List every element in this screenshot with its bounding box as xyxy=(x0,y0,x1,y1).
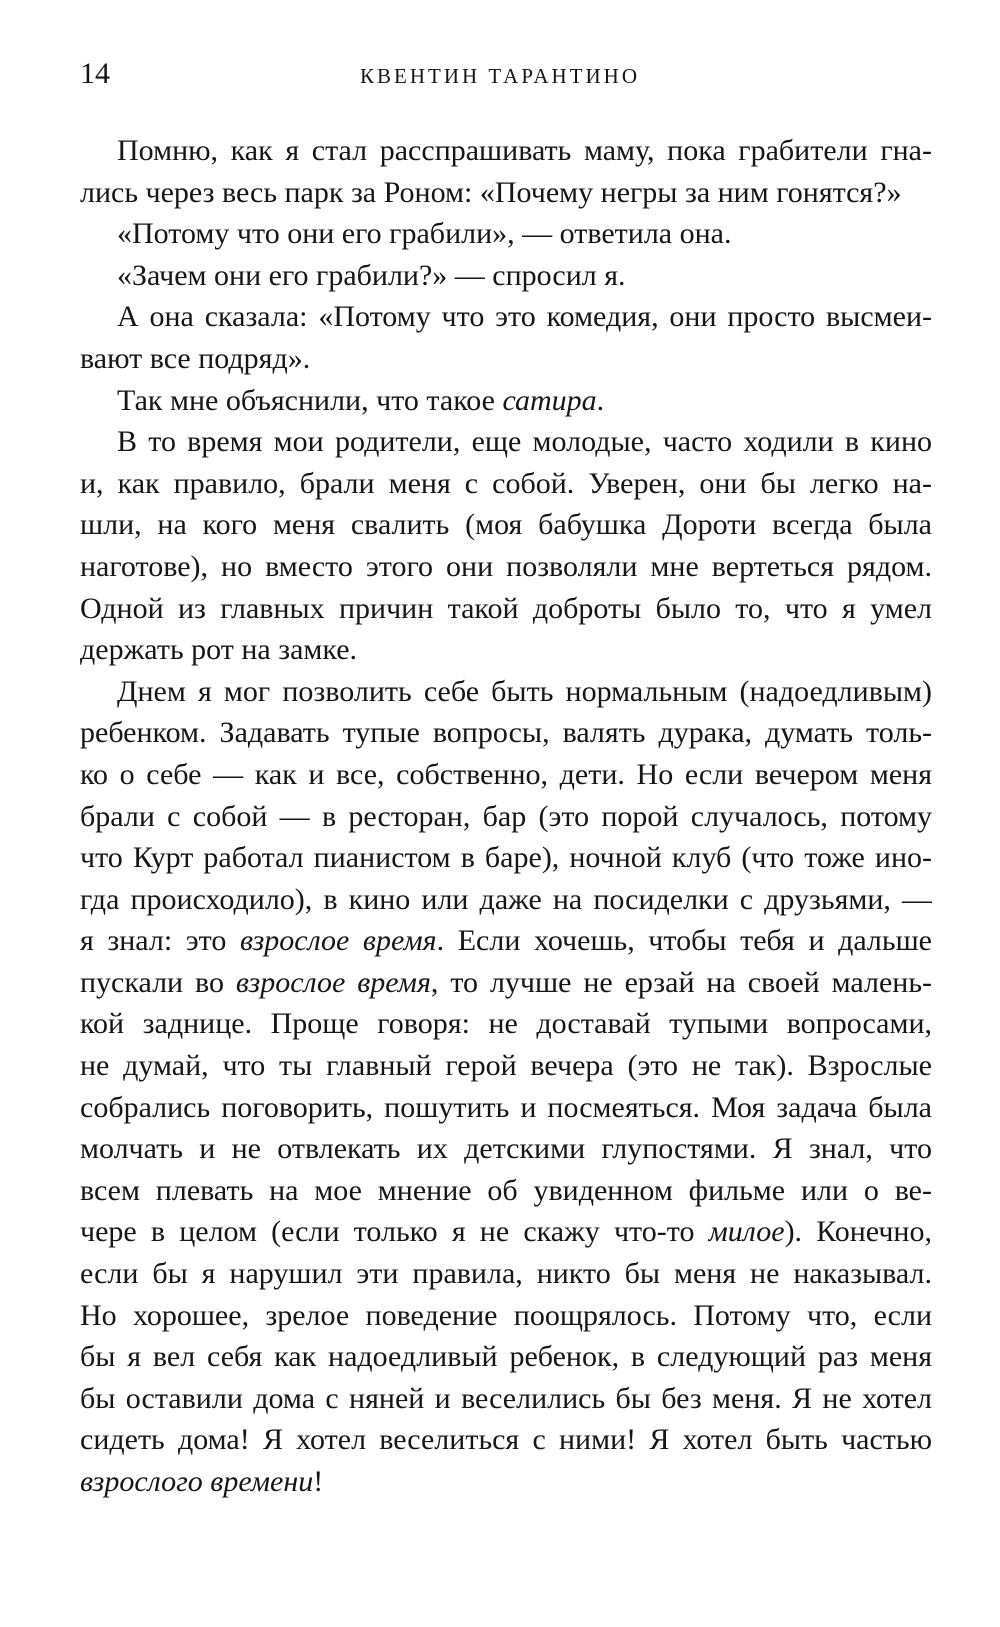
emphasis: сатира xyxy=(502,383,597,417)
text-run: Но хорошее, зрелое поведение поощрялось. Потому что, если xyxy=(80,1298,932,1332)
text-run: молчать и не отвлекать их детскими глупостями. Я знал, что xyxy=(80,1132,932,1166)
text-run: кой заднице. Проще говоря: не доставай тупыми вопросами, xyxy=(80,1007,932,1041)
text-run: вают все подряд». xyxy=(80,341,311,375)
running-head: КВЕНТИН ТАРАНТИНО xyxy=(359,64,640,88)
text-run: если бы я нарушил эти правила, никто бы меня не наказывал. xyxy=(80,1257,932,1291)
text-line xyxy=(80,421,932,463)
text-run: Помню, как я стал расспрашивать маму, пока грабители гна- xyxy=(117,134,932,167)
text-run: шли, на кого меня свалить (моя бабушка Дороти всегда была xyxy=(80,508,932,542)
text-run: собрались поговорить, пошутить и посмеяться. Моя задача была xyxy=(80,1090,932,1124)
text-line xyxy=(80,962,932,1004)
text-run: я знал: это xyxy=(80,924,240,958)
text-run: Одной из главных причин такой доброты было то, что я умел xyxy=(80,591,932,625)
text-line xyxy=(80,588,932,630)
text-line xyxy=(80,1295,932,1337)
paragraph xyxy=(80,255,932,297)
text-line xyxy=(80,338,932,380)
text-run: всем плевать на мое мнение об увиденном фильме или о ве- xyxy=(80,1173,932,1207)
text-run: Так мне объяснили, что такое xyxy=(117,383,503,417)
text-line xyxy=(80,920,932,962)
text-line xyxy=(80,1170,932,1212)
text-run: А она сказала: «Потому что это комедия, они просто высмеи- xyxy=(117,300,932,334)
text-run: сидеть дома! Я хотел веселиться с ними! Я хотел быть частью xyxy=(80,1423,932,1457)
text-line xyxy=(80,1211,932,1253)
text-run: . xyxy=(596,383,605,417)
text-run: гда происходило), в кино или даже на посиделки с друзьями, — xyxy=(80,882,932,916)
text-line xyxy=(80,1336,932,1378)
text-line xyxy=(80,172,932,214)
text-line xyxy=(80,1253,932,1295)
text-line xyxy=(80,837,932,879)
paragraph xyxy=(80,213,932,255)
text-line xyxy=(80,796,932,838)
text-line xyxy=(80,712,932,754)
text-run: В то время мои родители, еще молодые, часто ходили в кино xyxy=(117,425,932,459)
text-run: ! xyxy=(313,1465,324,1498)
text-run: держать рот на замке. xyxy=(80,633,358,667)
text-line xyxy=(80,671,932,713)
paragraph xyxy=(80,130,932,213)
text-line xyxy=(80,1128,932,1170)
text-line xyxy=(80,213,932,255)
emphasis: взрослое время xyxy=(235,965,431,999)
text-line xyxy=(80,255,932,297)
text-line xyxy=(80,1461,932,1503)
text-run: . Если хочешь, чтобы тебя и дальше xyxy=(436,924,932,958)
text-run: бы оставили дома с няней и веселились бы без меня. Я не хотел xyxy=(80,1381,932,1415)
text-line xyxy=(80,380,932,422)
text-run: и, как правило, брали меня с собой. Уверен, они бы легко на- xyxy=(80,466,932,500)
text-run: «Потому что они его грабили», — ответила она. xyxy=(117,217,732,251)
text-run: Днем я мог позволить себе быть нормальным (надоедливым) xyxy=(117,674,932,708)
text-line xyxy=(80,1045,932,1087)
text-run: что Курт работал пианистом в баре), ночной клуб (что тоже ино- xyxy=(80,841,932,875)
text-run: лись через весь парк за Роном: «Почему негры за ним гонятся?» xyxy=(80,175,902,209)
page-number: 14 xyxy=(80,57,110,90)
text-line xyxy=(80,463,932,505)
text-run: , то лучше не ерзай на своей малень- xyxy=(430,965,932,999)
text-run: «Зачем они его грабили?» — спросил я. xyxy=(117,258,626,292)
emphasis: милое xyxy=(708,1215,785,1249)
emphasis: взрослое время xyxy=(239,924,437,958)
text-line xyxy=(80,130,932,172)
text-line xyxy=(80,546,932,588)
text-run: брали с собой — в ресторан, бар (это порой случалось, потому xyxy=(80,799,932,833)
paragraph xyxy=(80,296,932,379)
paragraph xyxy=(80,380,932,422)
text-line xyxy=(80,1378,932,1420)
paragraph xyxy=(80,671,932,1503)
text-line xyxy=(80,754,932,796)
emphasis: взрослого времени xyxy=(80,1465,314,1498)
paragraph xyxy=(80,421,932,671)
text-line xyxy=(80,296,932,338)
text-run: наготове), но вместо этого они позволяли мне вертеться рядом. xyxy=(80,549,932,583)
text-line xyxy=(80,1003,932,1045)
text-line xyxy=(80,879,932,921)
text-line xyxy=(80,629,932,671)
text-line xyxy=(80,1419,932,1461)
text-body xyxy=(80,130,932,1503)
text-run: ребенком. Задавать тупые вопросы, валять дурака, думать толь- xyxy=(80,716,932,750)
text-run: бы я вел себя как надоедливый ребенок, в следующий раз меня xyxy=(80,1340,932,1374)
text-line xyxy=(80,1087,932,1129)
text-run: не думай, что ты главный герой вечера (это не так). Взрослые xyxy=(80,1049,932,1083)
text-line xyxy=(80,504,932,546)
text-run: пускали во xyxy=(80,965,236,999)
text-run: ). Конечно, xyxy=(784,1215,932,1249)
text-run: ко о себе — как и все, собственно, дети. Но если вечером меня xyxy=(80,757,932,791)
text-run: чере в целом (если только я не скажу что-то xyxy=(80,1215,709,1249)
